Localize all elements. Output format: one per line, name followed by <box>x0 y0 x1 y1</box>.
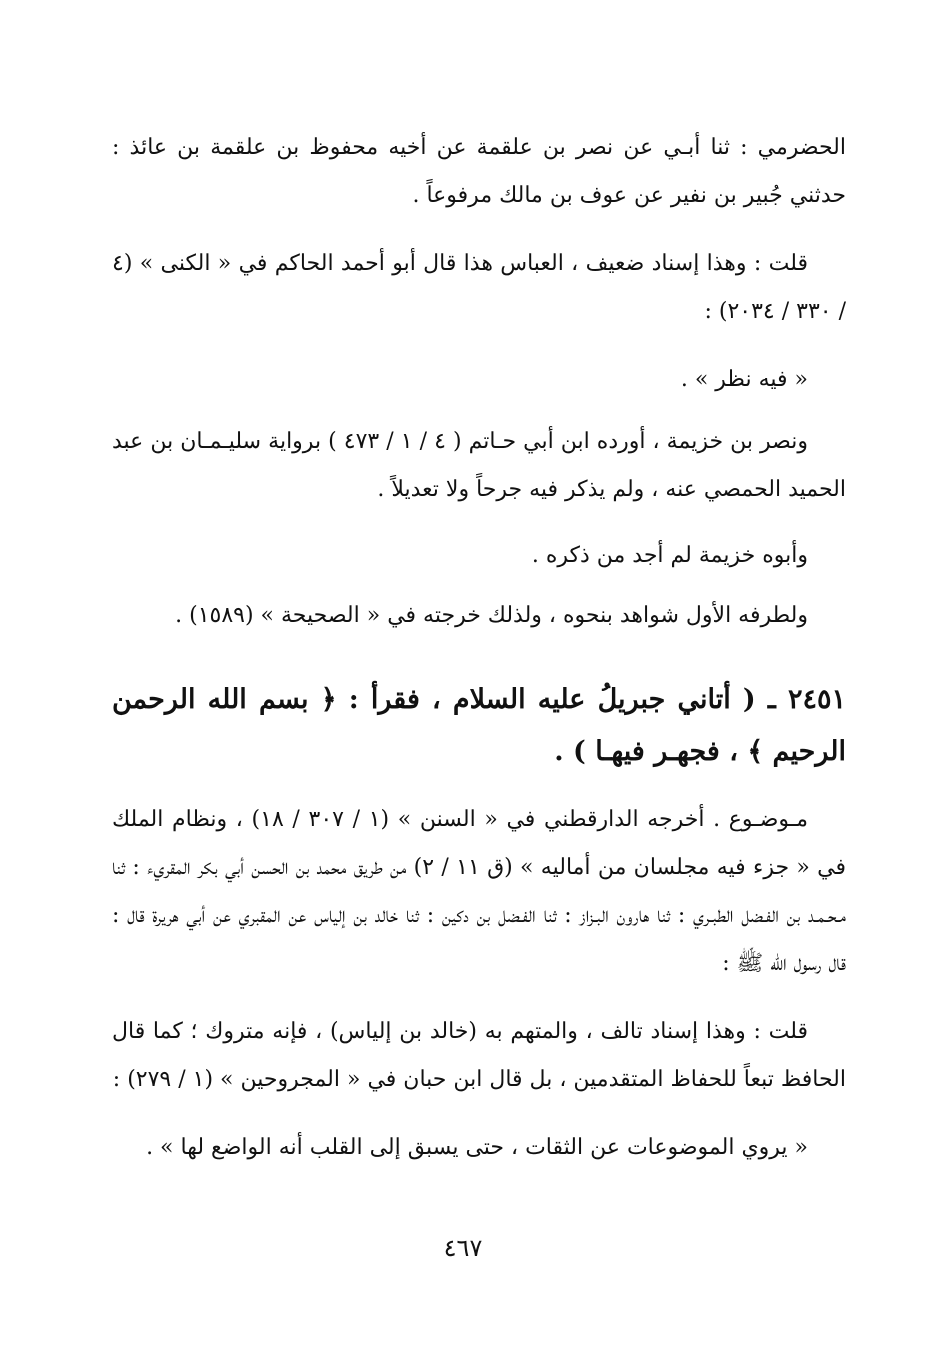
paragraph-nasr-khuzaima: ونصر بن خزيمة ، أورده ابن أبي حـاتم ( ٤ / ١ / ٤٧٣ ) برواية سليـمـان بن عبد الحميد الحمصي عنه ، ولم يذكر فيه جرحاً ولا تعديلاً . <box>112 429 846 502</box>
paragraph-chain-narration: الحضرمي : ثنا أبـي عن نصر بن علقمة عن أخيه محفوظ بن علقمة بن عائذ : حدثني جُبير بن نفير عن عوف بن مالك مرفوعاً . <box>112 135 846 208</box>
paragraph-quote-nazar: « فيه نظر » . <box>680 367 808 392</box>
paragraph-isnad-weak: قلت : وهذا إسناد ضعيف ، العباس هذا قال أبو أحمد الحاكم في « الكنى » (٤ / ٣٣٠ / ٢٠٣٤) : <box>112 251 846 324</box>
paragraph-mawdu-takhrij: مـوضـوع . أخرجه الدارقطني في « السنن » (١ / ٣٠٧ / ١٨) ، ونظام الملك في « جزء فيه مجلسان من أماليه » (ق ١١ / ٢) من طريق محمد بن الحسن أبي بكر المقريء : ثنا مـحـمـد بن الفـضل الطبـري : ثنا هارون البـزاز : ثنا الفـضل بن دكين : ثنا خالد بن إلياس عن المقبري عن أبي هريرة قال : قال رسول الله ﷺ : <box>112 807 847 976</box>
page-number: ٤٦٧ <box>443 1234 483 1262</box>
paragraph-quote-ibn-hibban: « يروي الموضوعات عن الثقات ، حتى يسبق إلى القلب أنه الواضع لها » . <box>146 1135 808 1160</box>
hadith-heading-2451: ٢٤٥١ ـ ( أتاني جبريلُ عليه السلام ، فقرأ : ﴿ بسم الله الرحمن الرحيم ﴾ ، فجهـر فيهـا ) . <box>112 684 846 767</box>
paragraph-shawahid: ولطرفه الأول شواهد بنحوه ، ولذلك خرجته في « الصحيحة » (١٥٨٩) . <box>175 603 808 628</box>
paragraph-khuzaima-father: وأبوه خزيمة لم أجد من ذكره . <box>531 543 808 568</box>
paragraph-isnad-talif: قلت : وهذا إسناد تالف ، والمتهم به (خالد بن إلياس) ، فإنه متروك ؛ كما قال الحافظ تبعاً للحفاظ المتقدمين ، بل قال ابن حبان في « المجروحين » (١ / ٢٧٩) : <box>112 1019 846 1092</box>
